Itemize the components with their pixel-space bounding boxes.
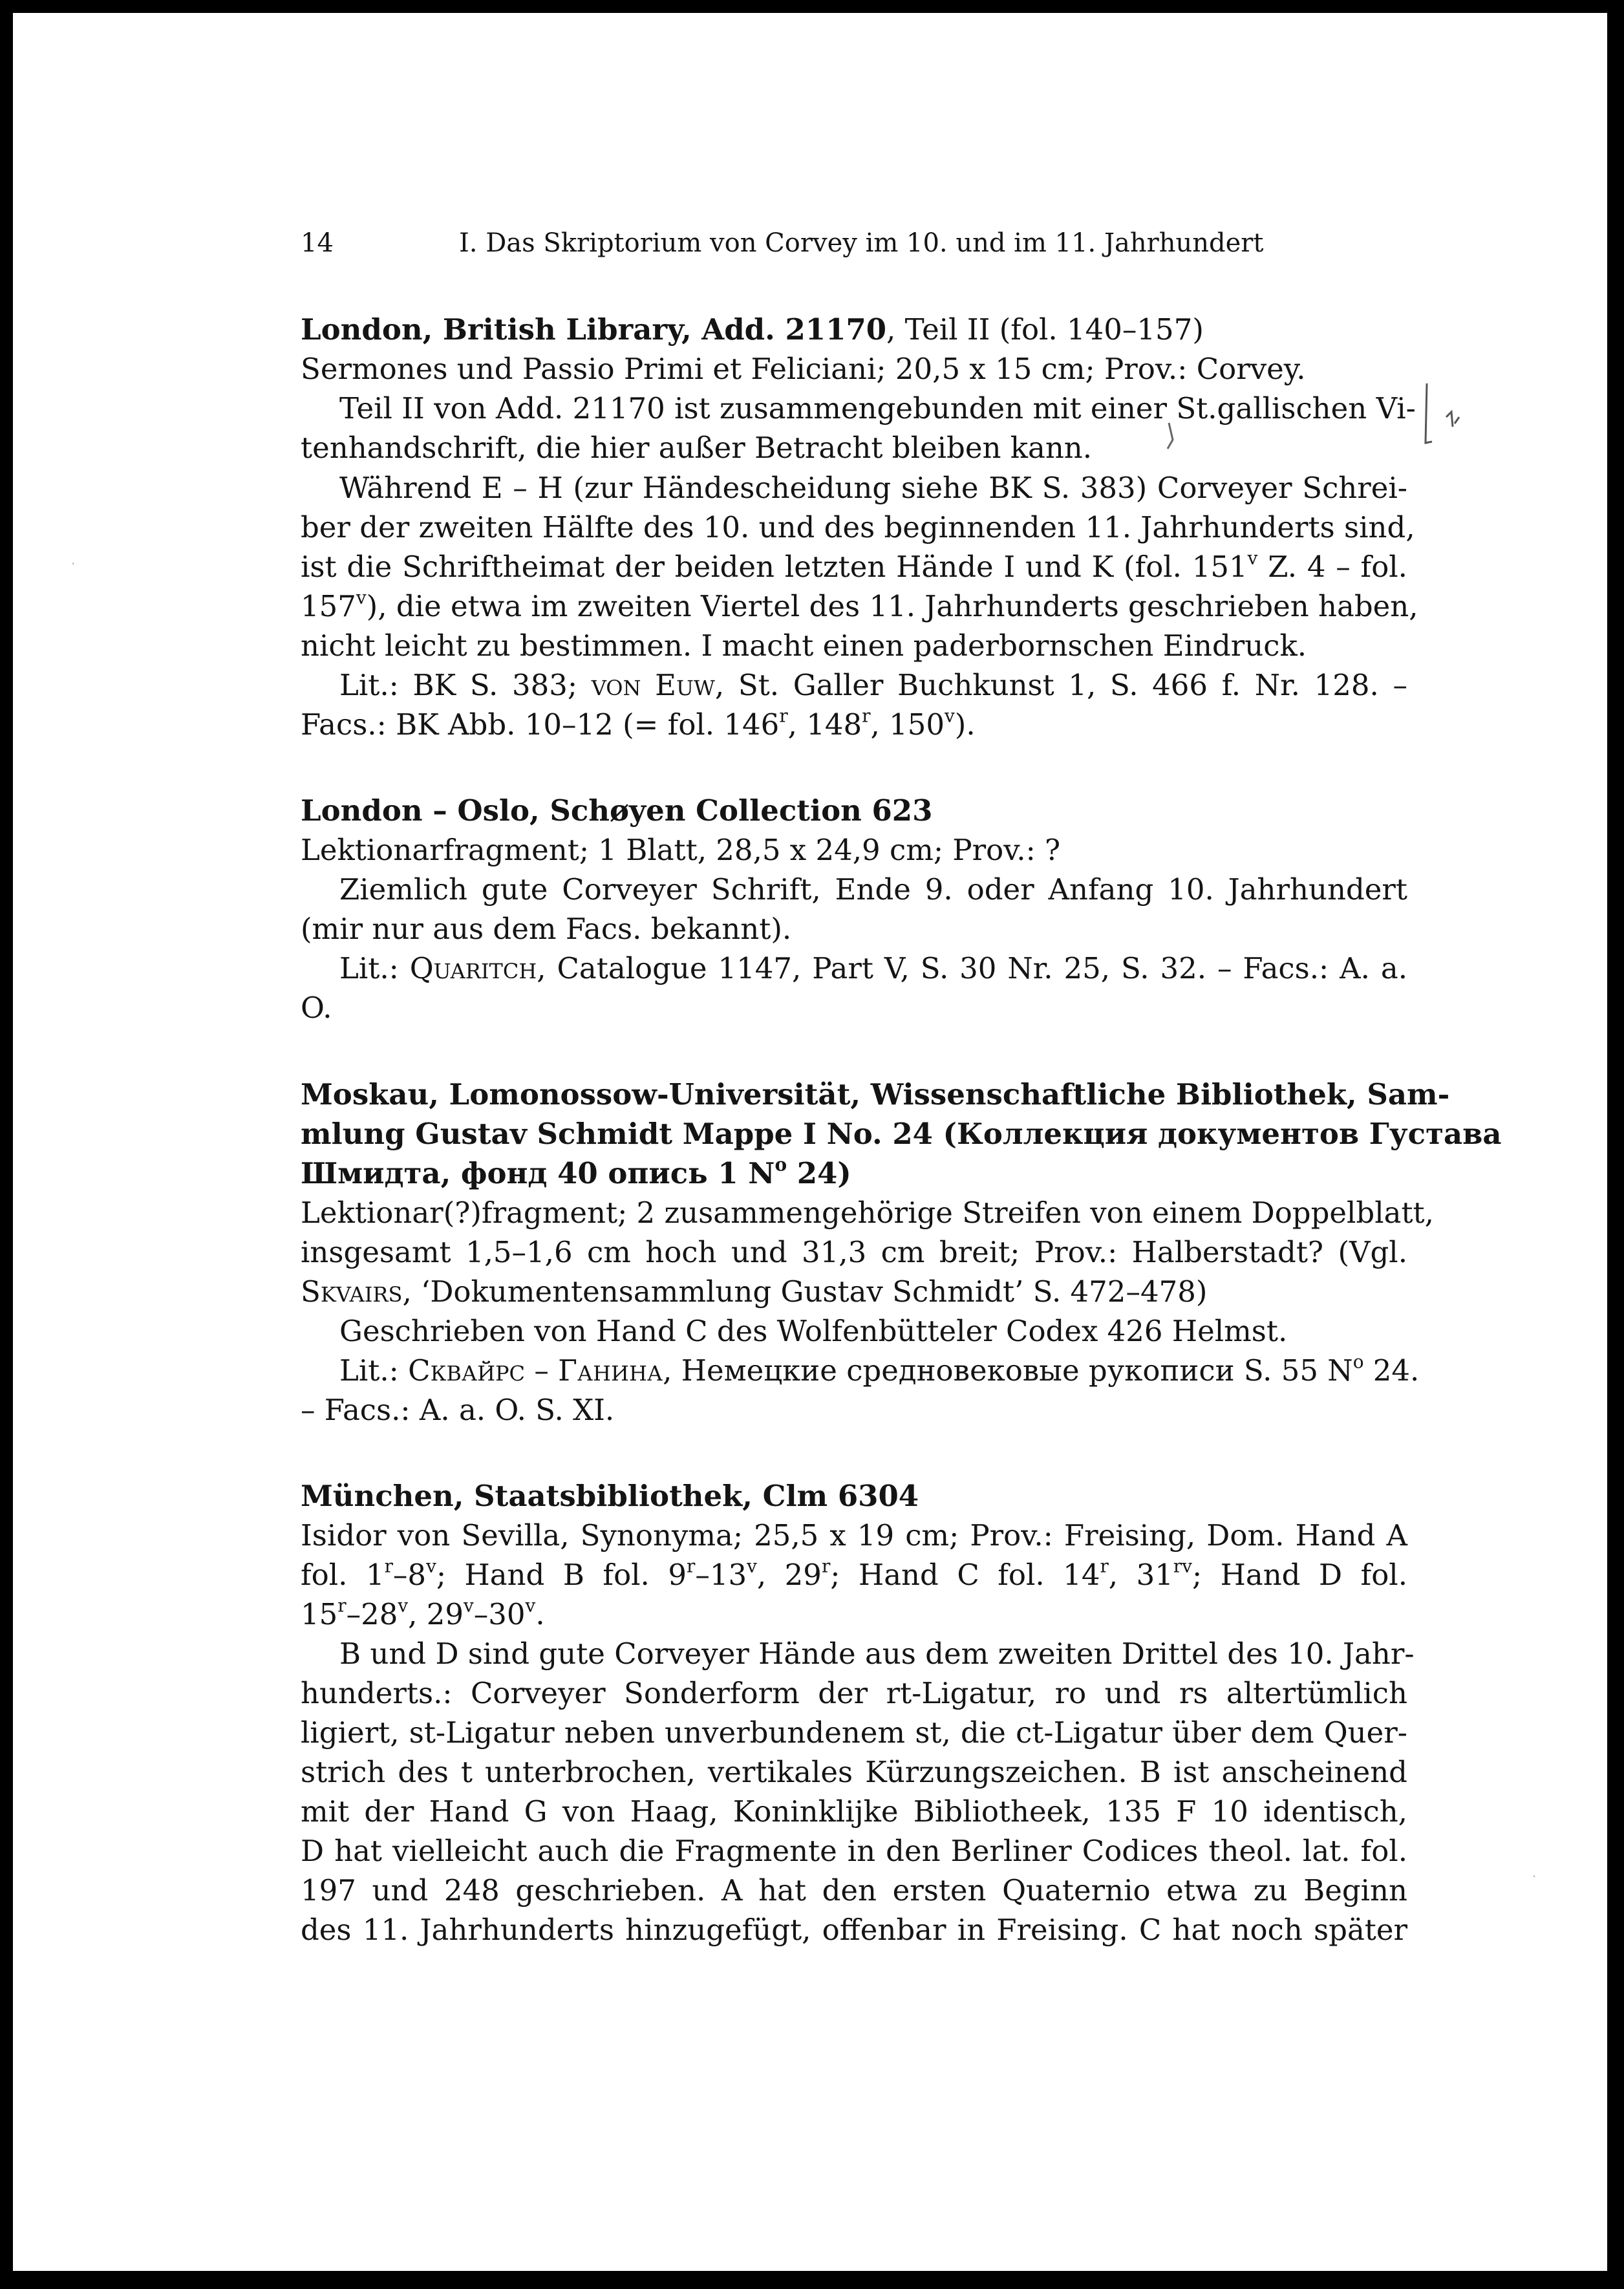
text-run: Lit.: BK S. 383; [339,668,592,702]
text-run: ). [954,707,976,742]
superscript: v [464,1595,474,1617]
paragraph-line: des 11. Jahrhunderts hinzugefügt, offenbar in Freising. C hat noch später [301,1913,1407,1947]
text-run: ; Hand B fol. 9 [436,1558,687,1592]
literature-line [339,1351,1420,1389]
entry-heading: Moskau, Lomonossow-Universität, Wissenschaftliche Bibliothek, Sam- [301,1077,1450,1112]
text-run: Z. 4 – fol. [1257,550,1407,584]
text-run: 24. [1363,1353,1420,1388]
paragraph-line: hunderts.: Corveyer Sonderform der rt-Ligatur, ro und rs altertümlich [301,1676,1407,1710]
superscript: r [687,1555,696,1577]
paragraph-line: strich des t unterbrochen, vertikales Kürzungszeichen. B ist anscheinend [301,1755,1407,1789]
literature-line [339,667,1407,704]
superscript: r [1100,1555,1109,1577]
text-run: , ‘Dokumentensammlung Gustav Schmidt’ S. 472–478) [402,1274,1208,1309]
text-run: ist die Schriftheimat der beiden letzten Hände I und K (fol. 151 [301,550,1248,584]
superscript: v [525,1595,536,1617]
document-page [13,13,1607,2271]
entry-heading: London – Oslo, Schøyen Collection 623 [301,793,933,828]
paragraph-line [301,549,1407,585]
heading-rest: , Teil II (fol. 140–157) [886,312,1204,347]
text-run: , 148 [787,707,862,742]
text-run: fol. 1 [301,1558,385,1592]
superscript: o [1352,1351,1364,1373]
superscript: v [747,1555,757,1577]
author-name: Сквайрс – Ганина [408,1353,663,1388]
entry-description: Lektionar(?)fragment; 2 zusammengehörige Streifen von einem Doppelblatt, [301,1196,1434,1230]
superscript: v [398,1595,409,1617]
entry-description: Sermones und Passio Primi et Feliciani; 20,5 x 15 cm; Prov.: Corvey. [301,352,1306,386]
facsimile-line [301,707,1407,743]
entry-description [301,1274,1407,1310]
paragraph-line: nicht leicht zu bestimmen. I macht einen paderbornschen Eindruck. [301,629,1307,663]
entry-description [301,1596,1407,1633]
entry-heading: mlung Gustav Schmidt Mappe I No. 24 (Коллекция документов Густава [301,1117,1502,1151]
entry-description: Lektionarfragment; 1 Blatt, 28,5 x 24,9 cm; Prov.: ? [301,833,1061,867]
entry-description [301,1557,1407,1593]
author-name: von Euw [591,668,715,702]
superscript: v [945,705,955,727]
text-run: . [535,1597,545,1631]
text-run: ; Hand C fol. 14 [830,1558,1100,1592]
superscript: r [862,705,871,727]
paragraph-line: Während E – H (zur Händescheidung siehe BK S. 383) Corveyer Schrei- [339,471,1407,505]
text-run: , 150 [870,707,945,742]
paragraph-line: 197 und 248 geschrieben. A hat den ersten Quaternio etwa zu Beginn [301,1873,1407,1908]
literature-line: – Facs.: A. a. O. S. XI. [301,1393,615,1427]
text-run: ; Hand D fol. [1191,1558,1408,1592]
paragraph-line: Teil II von Add. 21170 ist zusammengebunden mit einer St.gallischen Vi- [339,391,1416,425]
superscript: r [384,1555,393,1577]
handwritten-insertion-mark [1164,420,1183,453]
text-run: , Немецкие средновековые рукописи S. 55 N [663,1353,1353,1388]
entry-description: insgesamt 1,5–1,6 cm hoch und 31,3 cm breit; Prov.: Halberstadt? (Vgl. [301,1235,1407,1269]
text-run: –8 [392,1558,427,1592]
text-run: Lit.: [339,951,410,985]
literature-line [339,951,1407,987]
text-run: , 29 [756,1558,822,1592]
text-run: –13 [695,1558,747,1592]
superscript: o [775,1154,787,1176]
superscript: v [1247,547,1258,569]
scan-speck: · [1532,1869,1537,1884]
entry-description: Isidor von Sevilla, Synonyma; 25,5 x 19 cm; Prov.: Freising, Dom. Hand A [301,1518,1407,1553]
superscript: r [337,1595,347,1617]
superscript: r [821,1555,831,1577]
text-run: Facs.: BK Abb. 10–12 (= fol. 146 [301,707,780,742]
text-run: ), die etwa im zweiten Viertel des 11. Jahrhunderts geschrieben haben, [366,589,1418,623]
superscript: v [356,586,367,608]
running-title: I. Das Skriptorium von Corvey im 10. und im 11. Jahrhundert [459,228,1264,258]
superscript: v [426,1555,436,1577]
page-number: 14 [301,228,334,258]
entry-heading: München, Staatsbibliothek, Clm 6304 [301,1479,919,1513]
literature-line: O. [301,991,332,1025]
text-run: –28 [346,1597,398,1631]
text-run: 157 [301,589,356,623]
text-run: , St. Galler Buchkunst 1, S. 466 f. Nr. 128. – [714,668,1408,702]
text-run: Шмидта, фонд 40 опись 1 N [301,1156,775,1190]
text-run: , 31 [1108,1558,1173,1592]
author-name: Quaritch [409,951,537,985]
heading-bold-part: London, British Library, Add. 21170 [301,312,887,347]
paragraph-line: mit der Hand G von Haag, Koninklijke Bibliotheek, 135 F 10 identisch, [301,1794,1407,1829]
entry-heading [301,312,1407,348]
paragraph-line [301,586,1418,625]
paragraph-line: D hat vielleicht auch die Fragmente in den Berliner Codices theol. lat. fol. [301,1834,1407,1868]
text-run: –30 [473,1597,526,1631]
paragraph-line: (mir nur aus dem Facs. bekannt). [301,912,792,946]
paragraph-line: B und D sind gute Corveyer Hände aus dem zweiten Drittel des 10. Jahr- [339,1637,1415,1671]
paragraph-line: ber der zweiten Hälfte des 10. und des beginnenden 11. Jahrhunderts sind, [301,510,1415,544]
text-run: 24) [787,1156,851,1190]
superscript: rv [1173,1555,1192,1577]
paragraph-line: tenhandschrift, die hier außer Betracht bleiben kann. [301,431,1093,465]
text-run: , 29 [408,1597,464,1631]
author-name: Skvairs [301,1274,403,1309]
text-run: 15 [301,1597,338,1631]
superscript: r [779,705,788,727]
entry-heading [301,1155,1407,1192]
paragraph-line: ligiert, st-Ligatur neben unverbundenem st, die ct-Ligatur über dem Quer- [301,1715,1407,1750]
scan-speck: · [71,556,76,572]
handwritten-margin-mark [1419,378,1471,456]
text-run: Lit.: [339,1353,409,1388]
paragraph-line: Geschrieben von Hand C des Wolfenbütteler Codex 426 Helmst. [339,1314,1288,1348]
text-run: , Catalogue 1147, Part V, S. 30 Nr. 25, S. 32. – Facs.: A. a. [537,951,1407,985]
paragraph-line: Ziemlich gute Corveyer Schrift, Ende 9. oder Anfang 10. Jahrhundert [339,872,1407,907]
